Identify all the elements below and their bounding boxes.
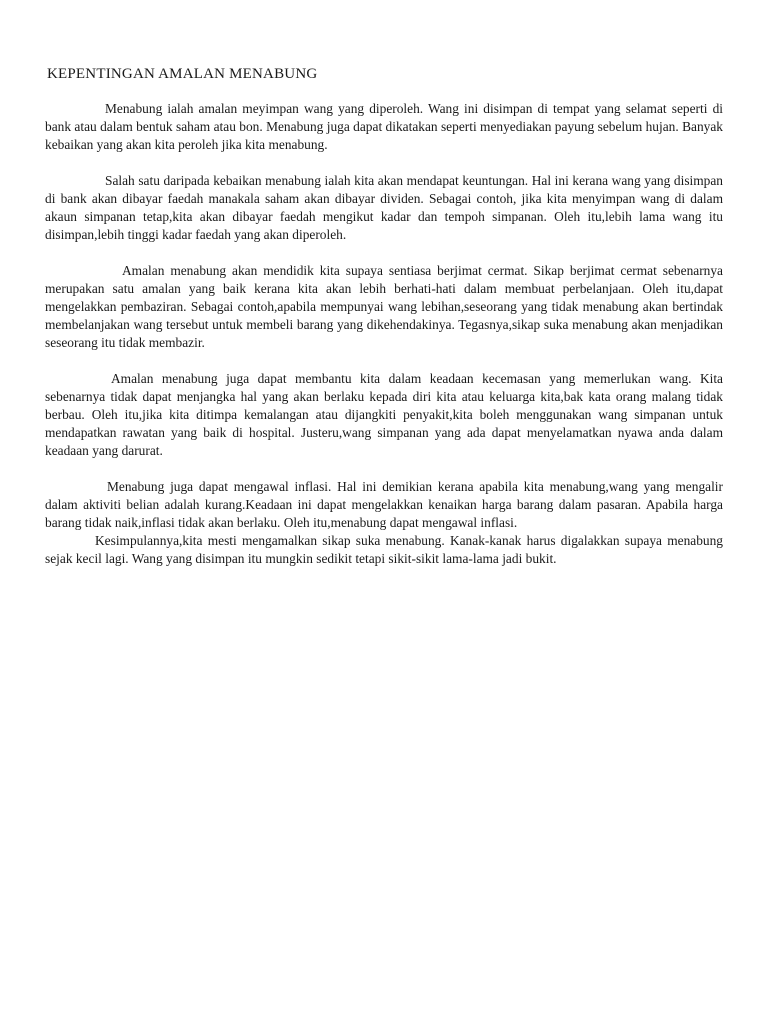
paragraph-conclusion: Kesimpulannya,kita mesti mengamalkan sikap suka menabung. Kanak-kanak harus digalakkan supaya menabung sejak kecil lagi. Wang yang disimpan itu mungkin sedikit tetapi sikit-sikit lama-lama jadi bukit. [45, 533, 723, 566]
document-title: KEPENTINGAN AMALAN MENABUNG [47, 66, 318, 82]
paragraph-emergency: Amalan menabung juga dapat membantu kita dalam keadaan kecemasan yang memerlukan wang. Kita sebenarnya tidak dapat menjangka hal yang akan berlaku kepada diri kita atau keluarga kita,bak kata orang malang tidak berbau. Oleh itu,jika kita ditimpa kemalangan atau dijangkiti penyakit,kita boleh menggunakan wang simpanan untuk mendapatkan rawatan yang baik di hospital. Justeru,wang simpanan yang ada dapat menyelamatkan nyawa anda dalam keadaan yang darurat. [45, 371, 723, 458]
paragraph-inflation: Menabung juga dapat mengawal inflasi. Hal ini demikian kerana apabila kita menabung,wang yang mengalir dalam aktiviti belian adalah kurang.Keadaan ini dapat mengelakkan kenaikan harga barang dalam pasaran. Apabila harga barang tidak naik,inflasi tidak akan berlaku. Oleh itu,menabung dapat mengawal inflasi. [45, 479, 723, 530]
paragraph-profit: Salah satu daripada kebaikan menabung ialah kita akan mendapat keuntungan. Hal ini kerana wang yang disimpan di bank akan dibayar faedah manakala saham akan dibayar dividen. Sebagai contoh, jika kita menyimpan wang di dalam akaun simpanan tetap,kita akan dibayar faedah mengikut kadar dan tempoh simpanan. Oleh itu,lebih lama wang itu disimpan,lebih tinggi kadar faedah yang akan diperoleh. [45, 173, 723, 242]
paragraph-thrift: Amalan menabung akan mendidik kita supaya sentiasa berjimat cermat. Sikap berjimat cermat sebenarnya merupakan satu amalan yang baik kerana kita akan lebih berhati-hati dalam membuat perbelanjaan. Oleh itu,dapat mengelakkan pembaziran. Sebagai contoh,apabila mempunyai wang lebihan,seseorang yang tidak menabung akan bertindak membelanjakan wang tersebut untuk membeli barang yang dikehendakinya. Tegasnya,sikap suka menabung akan menjadikan seseorang itu tidak membazir. [45, 263, 723, 350]
document-page [45, 64, 723, 586]
paragraph-introduction: Menabung ialah amalan meyimpan wang yang diperoleh. Wang ini disimpan di tempat yang selamat seperti di bank atau dalam bentuk saham atau bon. Menabung juga dapat dikatakan seperti menyediakan payung sebelum hujan. Banyak kebaikan yang akan kita peroleh jika kita menabung. [45, 101, 723, 152]
